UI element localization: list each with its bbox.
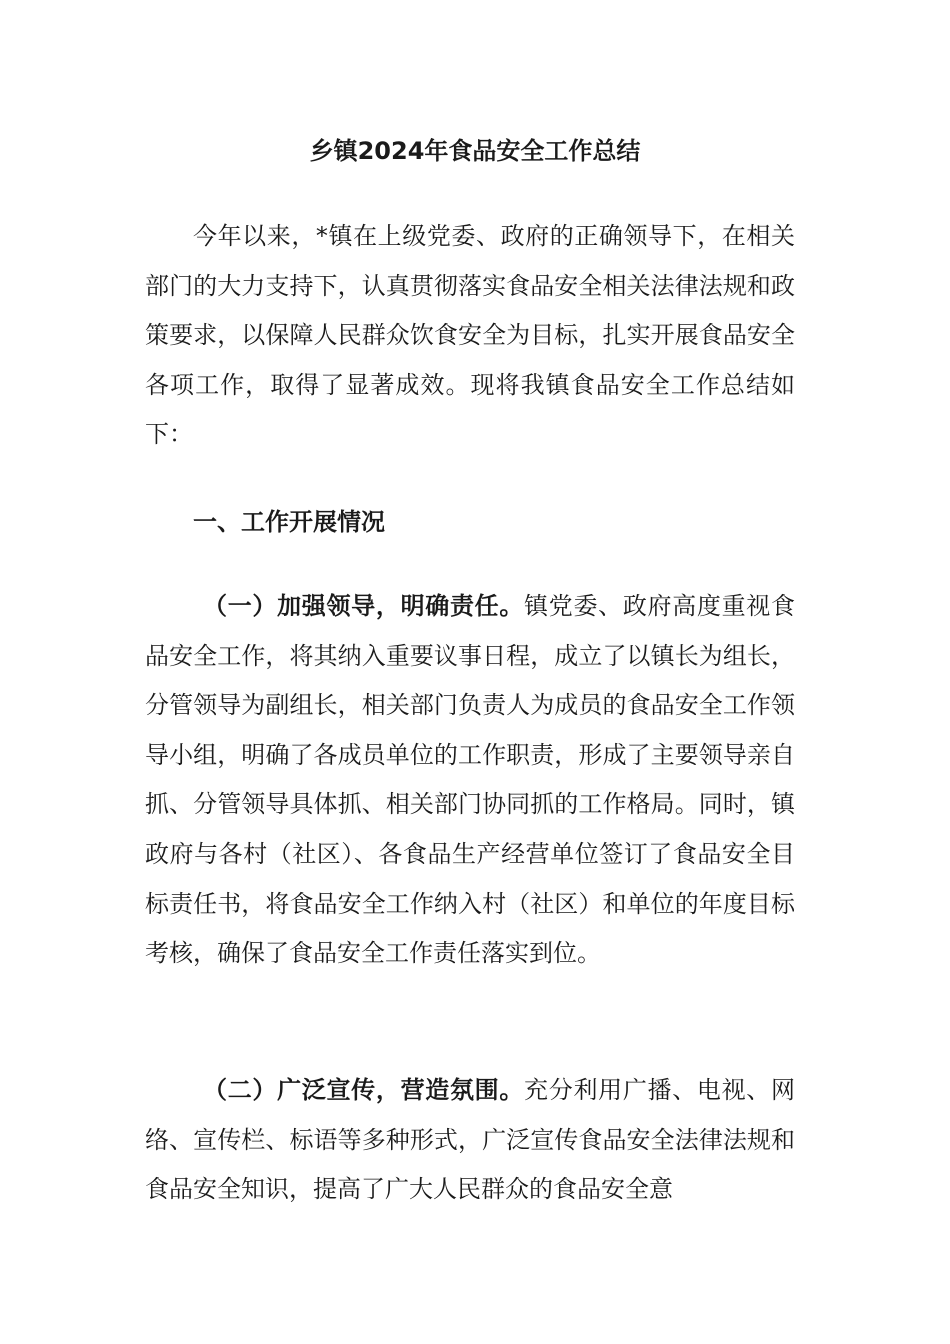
item-text-1: 镇党委、政府高度重视食品安全工作，将其纳入重要议事日程，成立了以镇长为组长，分管领导为副组长，相关部门负责人为成员的食品安全工作领导小组，明确了各成员单位的工作职责，形成了主要领导亲自抓、分管领导具体抓、相关部门协同抓的工作格局。同时，镇政府与各村（社区）、各食品生产经营单位签订了食品安全目标责任书，将食品安全工作纳入村（社区）和单位的年度目标考核，确保了食品安全工作责任落实到位。 [145, 592, 796, 968]
item-paragraph-2 [145, 1066, 795, 1215]
document-title: 乡镇2024年食品安全工作总结 [309, 137, 641, 165]
section-heading: 一、工作开展情况 [193, 508, 385, 536]
item-paragraph-1 [145, 582, 795, 979]
item-text-2: 充分利用广播、电视、网络、宣传栏、标语等多种形式，广泛宣传食品安全法律法规和食品安全知识，提高了广大人民群众的食品安全意 [145, 1076, 796, 1204]
item-lead-1: （一）加强领导，明确责任。 [203, 592, 525, 620]
intro-paragraph: 今年以来，*镇在上级党委、政府的正确领导下，在相关部门的大力支持下，认真贯彻落实食品安全相关法律法规和政策要求，以保障人民群众饮食安全为目标，扎实开展食品安全各项工作，取得了显著成效。现将我镇食品安全工作总结如下： [145, 222, 795, 449]
item-lead-2: （二）广泛宣传，营造氛围。 [203, 1076, 525, 1104]
